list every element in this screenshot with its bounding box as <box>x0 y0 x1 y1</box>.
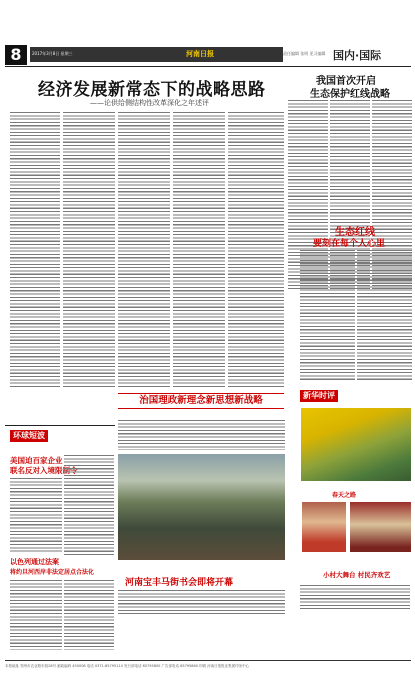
village-stage-caption: 小村大舞台 村民齐欢艺 <box>323 571 391 579</box>
opera-photo-2 <box>350 502 411 552</box>
brief2-text-a <box>10 580 62 650</box>
right-mid-headline-1: 生态红线 <box>335 227 375 238</box>
brief1-headline-1: 美国迫百家企业 <box>10 456 63 465</box>
right-mid-headline-2: 要刻在每个人心里 <box>313 239 386 249</box>
photo-intro-text <box>118 420 285 450</box>
main-column-3 <box>118 112 170 387</box>
village-stage-text <box>300 585 410 610</box>
fair-photo <box>118 454 285 560</box>
main-column-5 <box>228 112 284 387</box>
main-subheadline: ——论供给侧结构性改革深化之年述评 <box>90 99 209 107</box>
pullquote-banner: 治国理政新理念新思想新战略 <box>118 393 284 409</box>
briefs-tag: 环球短波 <box>10 430 48 442</box>
main-column-4 <box>173 112 225 387</box>
briefs-rule <box>5 425 115 426</box>
fair-photo-caption: 河南宝丰马街书会即将开幕 <box>125 578 234 588</box>
right-top-headline-2: 生态保护红线战略 <box>310 89 390 100</box>
brief1-headline-2: 联名反对入境限制令 <box>10 466 78 475</box>
header-rule <box>5 66 411 67</box>
flower-field-photo <box>301 408 411 481</box>
date-line: 2017年3月8日 星期三 <box>32 51 73 56</box>
spring-road-caption: 春天之路 <box>332 492 357 499</box>
footer: 本报地址 郑州市农业路东段28号 邮政编码 450008 电话 0371-65795114 发行部电话 65795800 广告部电话 65795860 印刷 河南日报报业集团印务中心 <box>5 660 411 671</box>
commentary-col-2 <box>357 250 412 380</box>
section-title: 国内·国际 <box>333 49 382 62</box>
page-number: 8 <box>5 45 27 65</box>
commentary-tag: 新华时评 <box>300 390 338 402</box>
brief2-headline-2: 将约旦河西岸非法定居点合法化 <box>10 569 95 576</box>
commentary-col-1 <box>300 250 355 380</box>
brief2-headline-1: 以色列通过法案 <box>10 558 59 566</box>
brief1-text-a <box>10 478 62 553</box>
opera-photo-1 <box>302 502 346 552</box>
masthead: 河南日报 <box>186 50 214 58</box>
main-headline: 经济发展新常态下的战略思路 <box>38 80 266 100</box>
brief1-text-b <box>64 455 114 555</box>
photo-caption-text <box>118 590 285 615</box>
main-column-1 <box>10 112 60 387</box>
editor-line: 责任编辑 张明 见习编辑 <box>283 51 326 56</box>
right-top-headline-1: 我国首次开启 <box>316 76 376 87</box>
main-column-2 <box>63 112 115 387</box>
brief2-text-b <box>64 580 114 650</box>
